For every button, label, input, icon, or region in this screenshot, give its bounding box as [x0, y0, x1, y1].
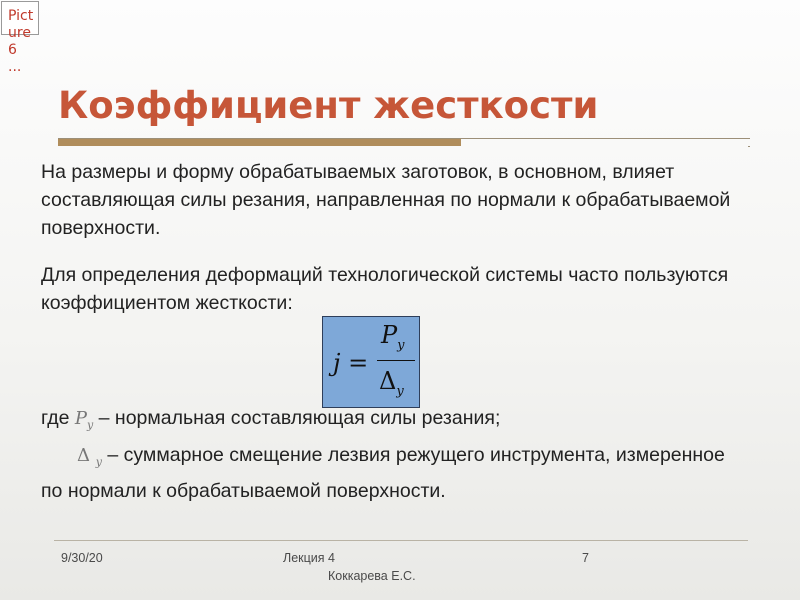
broken-image-placeholder: [1, 1, 39, 75]
paragraph-stiffness-intro: Для определения деформаций технологической системы часто пользуются коэффициентом жесткости:: [41, 264, 729, 314]
footer-date: 9/30/20: [61, 551, 103, 565]
title-divider-tick: [748, 146, 750, 147]
symbol-py: $P_y$: [74, 408, 94, 432]
formula-denominator: $\Delta_y$: [379, 367, 404, 399]
image-alt-text: Picture 6 ...: [8, 8, 34, 75]
footer-divider: [54, 540, 748, 541]
stiffness-formula: [322, 316, 420, 408]
slide-title: Коэффициент жесткости: [58, 84, 599, 127]
formula-lhs: j =: [333, 349, 369, 377]
formula-fraction-bar: [377, 360, 415, 361]
footer-page-number: 7: [582, 551, 589, 565]
symbol-dy: Δ $_y$: [77, 445, 102, 469]
formula-numerator: $P_y$: [381, 321, 405, 353]
footer-author: Коккарева Е.С.: [328, 569, 416, 583]
paragraph-normal-force: На размеры и форму обрабатываемых заготовок, в основном, влияет составляющая силы резания, направленная по нормали к обрабатываемой поверхности.: [41, 161, 731, 239]
footer-lecture: Лекция 4: [283, 551, 335, 565]
title-accent-bar: [58, 139, 461, 146]
definition-py: где $P_y$ – нормальная составляющая силы резания;: [41, 407, 501, 432]
definition-dy: Δ $_y$ – суммарное смещение лезвия режущего инструмента, измеренное по нормали к обрабатываемой поверхности.: [41, 444, 725, 502]
